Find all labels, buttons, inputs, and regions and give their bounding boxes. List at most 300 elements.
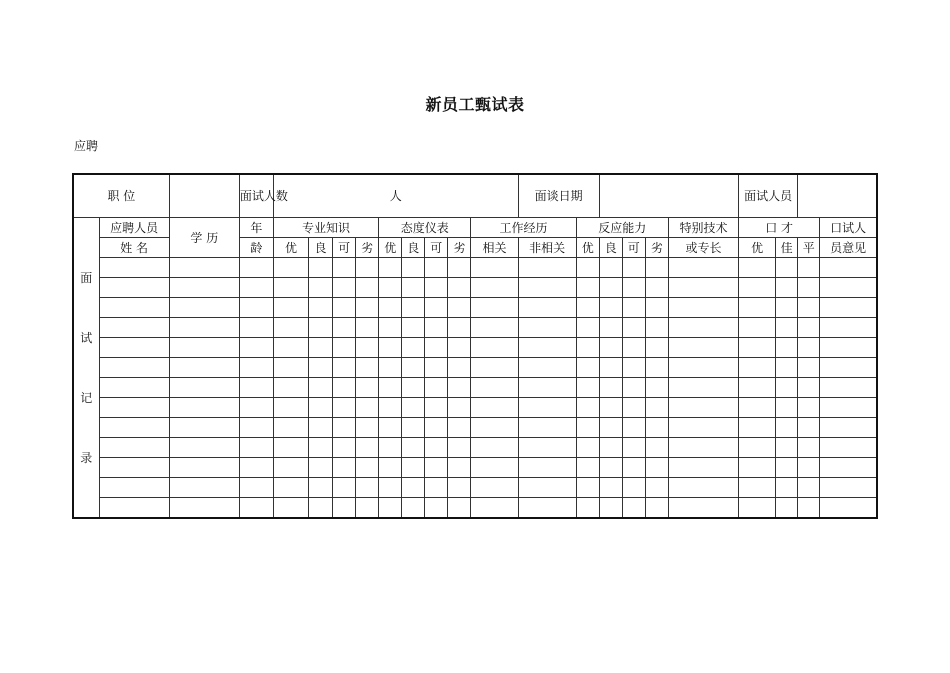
record-cell[interactable] — [356, 458, 379, 478]
record-cell[interactable] — [518, 458, 576, 478]
record-cell[interactable] — [379, 338, 402, 358]
record-cell[interactable] — [356, 498, 379, 519]
record-cell[interactable] — [739, 358, 776, 378]
record-cell[interactable] — [99, 318, 169, 338]
record-cell[interactable] — [645, 438, 668, 458]
record-cell[interactable] — [239, 318, 273, 338]
attitude-grade-fair: 可 — [425, 238, 448, 258]
record-cell[interactable] — [333, 258, 356, 278]
record-cell[interactable] — [668, 418, 738, 438]
record-cell[interactable] — [239, 498, 273, 519]
record-cell[interactable] — [798, 498, 820, 519]
record-cell[interactable] — [820, 418, 877, 438]
side-label-char: 录 — [80, 450, 93, 465]
record-cell[interactable] — [379, 478, 402, 498]
record-cell[interactable] — [309, 458, 333, 478]
record-cell[interactable] — [776, 298, 798, 318]
record-cell[interactable] — [425, 438, 448, 458]
record-cell[interactable] — [471, 258, 518, 278]
record-cell[interactable] — [471, 338, 518, 358]
record-cell[interactable] — [309, 478, 333, 498]
record-cell[interactable] — [379, 318, 402, 338]
record-cell[interactable] — [739, 318, 776, 338]
record-cell[interactable] — [309, 398, 333, 418]
record-cell[interactable] — [645, 478, 668, 498]
record-cell[interactable] — [273, 358, 308, 378]
interviewer-field[interactable] — [798, 174, 877, 218]
record-cell[interactable] — [622, 318, 645, 338]
record-cell[interactable] — [576, 438, 599, 458]
record-cell[interactable] — [599, 338, 622, 358]
record-cell[interactable] — [309, 278, 333, 298]
record-cell[interactable] — [599, 358, 622, 378]
record-cell[interactable] — [471, 378, 518, 398]
record-cell[interactable] — [668, 458, 738, 478]
record-cell[interactable] — [576, 338, 599, 358]
record-cell[interactable] — [739, 498, 776, 519]
record-cell[interactable] — [356, 258, 379, 278]
record-cell[interactable] — [425, 258, 448, 278]
record-cell[interactable] — [622, 498, 645, 519]
record-cell[interactable] — [798, 398, 820, 418]
record-cell[interactable] — [645, 398, 668, 418]
record-cell[interactable] — [599, 258, 622, 278]
record-cell[interactable] — [99, 258, 169, 278]
record-cell[interactable] — [356, 278, 379, 298]
record-cell[interactable] — [448, 358, 471, 378]
work-experience-header: 工作经历 — [471, 218, 576, 238]
record-cell[interactable] — [776, 318, 798, 338]
record-cell[interactable] — [448, 438, 471, 458]
record-cell[interactable] — [798, 278, 820, 298]
record-cell[interactable] — [739, 458, 776, 478]
record-cell[interactable] — [599, 278, 622, 298]
record-cell[interactable] — [668, 338, 738, 358]
record-cell[interactable] — [356, 318, 379, 338]
record-cell[interactable] — [776, 498, 798, 519]
record-cell[interactable] — [169, 498, 239, 519]
record-cell[interactable] — [599, 438, 622, 458]
record-cell[interactable] — [739, 278, 776, 298]
record-cell[interactable] — [309, 438, 333, 458]
record-cell[interactable] — [99, 398, 169, 418]
record-cell[interactable] — [599, 418, 622, 438]
record-cell[interactable] — [668, 318, 738, 338]
record-cell[interactable] — [273, 478, 308, 498]
record-cell[interactable] — [379, 458, 402, 478]
record-cell[interactable] — [668, 398, 738, 418]
record-cell[interactable] — [333, 398, 356, 418]
record-cell[interactable] — [425, 398, 448, 418]
record-cell[interactable] — [776, 378, 798, 398]
record-cell[interactable] — [820, 358, 877, 378]
record-row — [73, 378, 877, 398]
record-cell[interactable] — [169, 378, 239, 398]
record-cell[interactable] — [356, 418, 379, 438]
record-cell[interactable] — [739, 478, 776, 498]
record-cell[interactable] — [239, 298, 273, 318]
record-cell[interactable] — [820, 258, 877, 278]
record-cell[interactable] — [576, 278, 599, 298]
record-cell[interactable] — [448, 258, 471, 278]
record-cell[interactable] — [333, 358, 356, 378]
record-cell[interactable] — [379, 278, 402, 298]
record-cell[interactable] — [645, 338, 668, 358]
record-cell[interactable] — [99, 478, 169, 498]
record-cell[interactable] — [471, 318, 518, 338]
record-cell[interactable] — [425, 458, 448, 478]
record-cell[interactable] — [425, 338, 448, 358]
record-cell[interactable] — [820, 298, 877, 318]
record-cell[interactable] — [169, 478, 239, 498]
record-cell[interactable] — [333, 498, 356, 519]
record-cell[interactable] — [820, 338, 877, 358]
record-cell[interactable] — [739, 258, 776, 278]
record-cell[interactable] — [576, 478, 599, 498]
record-cell[interactable] — [425, 278, 448, 298]
record-cell[interactable] — [599, 378, 622, 398]
record-cell[interactable] — [622, 458, 645, 478]
record-cell[interactable] — [309, 498, 333, 519]
record-cell[interactable] — [309, 418, 333, 438]
record-cell[interactable] — [471, 438, 518, 458]
record-cell[interactable] — [645, 458, 668, 478]
record-cell[interactable] — [668, 478, 738, 498]
record-cell[interactable] — [309, 258, 333, 278]
record-cell[interactable] — [448, 418, 471, 438]
record-cell[interactable] — [273, 278, 308, 298]
interview-date-field[interactable] — [599, 174, 738, 218]
record-cell[interactable] — [309, 318, 333, 338]
record-cell[interactable] — [333, 418, 356, 438]
record-cell[interactable] — [739, 438, 776, 458]
record-cell[interactable] — [820, 318, 877, 338]
record-cell[interactable] — [333, 298, 356, 318]
record-cell[interactable] — [402, 318, 425, 338]
record-cell[interactable] — [798, 298, 820, 318]
record-cell[interactable] — [273, 378, 308, 398]
record-cell[interactable] — [622, 438, 645, 458]
record-cell[interactable] — [99, 338, 169, 358]
record-cell[interactable] — [518, 418, 576, 438]
record-cell[interactable] — [645, 358, 668, 378]
record-cell[interactable] — [471, 398, 518, 418]
record-cell[interactable] — [169, 458, 239, 478]
record-cell[interactable] — [622, 478, 645, 498]
record-cell[interactable] — [169, 298, 239, 318]
record-cell[interactable] — [820, 278, 877, 298]
record-cell[interactable] — [99, 418, 169, 438]
record-cell[interactable] — [402, 338, 425, 358]
record-cell[interactable] — [448, 298, 471, 318]
record-cell[interactable] — [333, 458, 356, 478]
record-cell[interactable] — [402, 378, 425, 398]
record-cell[interactable] — [776, 338, 798, 358]
record-cell[interactable] — [239, 478, 273, 498]
record-cell[interactable] — [356, 378, 379, 398]
record-cell[interactable] — [471, 298, 518, 318]
record-cell[interactable] — [425, 318, 448, 338]
record-cell[interactable] — [645, 498, 668, 519]
record-cell[interactable] — [99, 278, 169, 298]
record-cell[interactable] — [402, 458, 425, 478]
record-cell[interactable] — [99, 298, 169, 318]
record-cell[interactable] — [576, 358, 599, 378]
record-cell[interactable] — [645, 258, 668, 278]
record-cell[interactable] — [471, 358, 518, 378]
record-cell[interactable] — [820, 478, 877, 498]
record-cell[interactable] — [820, 398, 877, 418]
record-cell[interactable] — [798, 478, 820, 498]
record-cell[interactable] — [576, 458, 599, 478]
record-cell[interactable] — [379, 358, 402, 378]
record-cell[interactable] — [448, 478, 471, 498]
record-cell[interactable] — [239, 278, 273, 298]
record-cell[interactable] — [379, 378, 402, 398]
record-cell[interactable] — [798, 378, 820, 398]
special-skill-header-1: 特别技术 — [668, 218, 738, 238]
record-cell[interactable] — [471, 498, 518, 519]
side-label-char: 面 — [80, 270, 93, 285]
record-cell[interactable] — [518, 438, 576, 458]
record-cell[interactable] — [169, 418, 239, 438]
record-cell[interactable] — [448, 338, 471, 358]
record-cell[interactable] — [425, 498, 448, 519]
record-cell[interactable] — [599, 318, 622, 338]
record-cell[interactable] — [776, 398, 798, 418]
record-cell[interactable] — [239, 398, 273, 418]
record-cell[interactable] — [820, 378, 877, 398]
record-cell[interactable] — [776, 458, 798, 478]
record-cell[interactable] — [169, 438, 239, 458]
record-cell[interactable] — [169, 398, 239, 418]
record-cell[interactable] — [622, 258, 645, 278]
record-cell[interactable] — [379, 398, 402, 418]
record-cell[interactable] — [622, 338, 645, 358]
record-cell[interactable] — [798, 258, 820, 278]
record-cell[interactable] — [169, 338, 239, 358]
record-cell[interactable] — [333, 378, 356, 398]
record-cell[interactable] — [99, 378, 169, 398]
record-cell[interactable] — [273, 438, 308, 458]
record-cell[interactable] — [333, 278, 356, 298]
record-cell[interactable] — [379, 258, 402, 278]
record-cell[interactable] — [333, 438, 356, 458]
record-cell[interactable] — [576, 498, 599, 519]
record-cell[interactable] — [425, 378, 448, 398]
record-cell[interactable] — [239, 338, 273, 358]
record-cell[interactable] — [99, 458, 169, 478]
record-cell[interactable] — [668, 438, 738, 458]
record-cell[interactable] — [820, 438, 877, 458]
record-cell[interactable] — [622, 278, 645, 298]
record-cell[interactable] — [599, 458, 622, 478]
record-cell[interactable] — [402, 478, 425, 498]
record-cell[interactable] — [309, 338, 333, 358]
record-cell[interactable] — [599, 478, 622, 498]
record-cell[interactable] — [518, 318, 576, 338]
record-cell[interactable] — [99, 438, 169, 458]
record-cell[interactable] — [668, 378, 738, 398]
record-cell[interactable] — [402, 358, 425, 378]
record-cell[interactable] — [668, 298, 738, 318]
record-cell[interactable] — [448, 458, 471, 478]
record-cell[interactable] — [471, 478, 518, 498]
record-cell[interactable] — [518, 358, 576, 378]
record-cell[interactable] — [169, 258, 239, 278]
record-cell[interactable] — [645, 378, 668, 398]
record-cell[interactable] — [739, 398, 776, 418]
record-cell[interactable] — [448, 278, 471, 298]
record-cell[interactable] — [273, 418, 308, 438]
record-cell[interactable] — [169, 278, 239, 298]
record-cell[interactable] — [379, 298, 402, 318]
record-cell[interactable] — [518, 378, 576, 398]
record-cell[interactable] — [402, 298, 425, 318]
record-cell[interactable] — [798, 458, 820, 478]
record-cell[interactable] — [239, 378, 273, 398]
record-cell[interactable] — [448, 398, 471, 418]
record-row — [73, 258, 877, 278]
record-cell[interactable] — [622, 358, 645, 378]
record-cell[interactable] — [402, 418, 425, 438]
record-cell[interactable] — [379, 418, 402, 438]
record-cell[interactable] — [402, 498, 425, 519]
record-cell[interactable] — [645, 278, 668, 298]
record-cell[interactable] — [668, 498, 738, 519]
record-cell[interactable] — [402, 438, 425, 458]
record-cell[interactable] — [448, 378, 471, 398]
record-cell[interactable] — [99, 358, 169, 378]
record-cell[interactable] — [471, 418, 518, 438]
record-cell[interactable] — [448, 498, 471, 519]
record-cell[interactable] — [425, 358, 448, 378]
record-cell[interactable] — [518, 258, 576, 278]
record-cell[interactable] — [402, 398, 425, 418]
position-value-field[interactable] — [169, 174, 239, 218]
record-cell[interactable] — [273, 298, 308, 318]
record-cell[interactable] — [356, 358, 379, 378]
record-cell[interactable] — [645, 418, 668, 438]
record-cell[interactable] — [645, 298, 668, 318]
record-cell[interactable] — [518, 478, 576, 498]
record-cell[interactable] — [739, 298, 776, 318]
record-cell[interactable] — [622, 418, 645, 438]
side-label-char: 试 — [80, 330, 93, 345]
record-cell[interactable] — [798, 418, 820, 438]
record-cell[interactable] — [425, 298, 448, 318]
record-cell[interactable] — [576, 298, 599, 318]
record-cell[interactable] — [99, 498, 169, 519]
record-cell[interactable] — [273, 258, 308, 278]
record-cell[interactable] — [273, 398, 308, 418]
record-cell[interactable] — [576, 398, 599, 418]
record-cell[interactable] — [668, 258, 738, 278]
record-cell[interactable] — [309, 358, 333, 378]
record-cell[interactable] — [309, 378, 333, 398]
side-label-char: 记 — [80, 390, 93, 405]
record-cell[interactable] — [739, 418, 776, 438]
record-cell[interactable] — [356, 298, 379, 318]
record-cell[interactable] — [798, 338, 820, 358]
record-cell[interactable] — [333, 318, 356, 338]
record-cell[interactable] — [576, 258, 599, 278]
record-cell[interactable] — [776, 258, 798, 278]
record-cell[interactable] — [379, 438, 402, 458]
record-cell[interactable] — [239, 438, 273, 458]
record-cell[interactable] — [239, 458, 273, 478]
record-cell[interactable] — [776, 478, 798, 498]
record-cell[interactable] — [622, 378, 645, 398]
record-cell[interactable] — [798, 438, 820, 458]
record-cell[interactable] — [448, 318, 471, 338]
record-cell[interactable] — [820, 458, 877, 478]
record-cell[interactable] — [798, 358, 820, 378]
record-cell[interactable] — [356, 438, 379, 458]
record-cell[interactable] — [273, 458, 308, 478]
record-cell[interactable] — [169, 318, 239, 338]
record-cell[interactable] — [356, 398, 379, 418]
record-cell[interactable] — [645, 318, 668, 338]
record-cell[interactable] — [518, 338, 576, 358]
record-cell[interactable] — [599, 398, 622, 418]
record-cell[interactable] — [273, 318, 308, 338]
record-cell[interactable] — [239, 258, 273, 278]
record-cell[interactable] — [739, 338, 776, 358]
record-cell[interactable] — [309, 298, 333, 318]
record-cell[interactable] — [239, 418, 273, 438]
record-cell[interactable] — [425, 418, 448, 438]
record-cell[interactable] — [668, 358, 738, 378]
record-cell[interactable] — [356, 338, 379, 358]
record-cell[interactable] — [599, 298, 622, 318]
record-cell[interactable] — [576, 318, 599, 338]
record-cell[interactable] — [402, 278, 425, 298]
record-cell[interactable] — [425, 478, 448, 498]
response-grade-fair: 可 — [622, 238, 645, 258]
record-cell[interactable] — [379, 498, 402, 519]
record-cell[interactable] — [599, 498, 622, 519]
record-cell[interactable] — [333, 478, 356, 498]
record-cell[interactable] — [820, 498, 877, 519]
record-cell[interactable] — [668, 278, 738, 298]
record-cell[interactable] — [776, 358, 798, 378]
record-cell[interactable] — [471, 458, 518, 478]
record-cell[interactable] — [402, 258, 425, 278]
record-cell[interactable] — [622, 398, 645, 418]
record-cell[interactable] — [776, 418, 798, 438]
record-cell[interactable] — [169, 358, 239, 378]
record-cell[interactable] — [776, 438, 798, 458]
record-cell[interactable] — [471, 278, 518, 298]
record-cell[interactable] — [576, 378, 599, 398]
record-cell[interactable] — [273, 338, 308, 358]
record-cell[interactable] — [576, 418, 599, 438]
record-cell[interactable] — [518, 278, 576, 298]
record-cell[interactable] — [356, 478, 379, 498]
interview-count-field[interactable]: 人 — [273, 174, 518, 218]
record-cell[interactable] — [798, 318, 820, 338]
record-cell[interactable] — [333, 338, 356, 358]
record-cell[interactable] — [518, 298, 576, 318]
record-cell[interactable] — [622, 298, 645, 318]
record-cell[interactable] — [518, 398, 576, 418]
record-cell[interactable] — [273, 498, 308, 519]
record-cell[interactable] — [518, 498, 576, 519]
record-cell[interactable] — [739, 378, 776, 398]
record-cell[interactable] — [776, 278, 798, 298]
record-cell[interactable] — [239, 358, 273, 378]
